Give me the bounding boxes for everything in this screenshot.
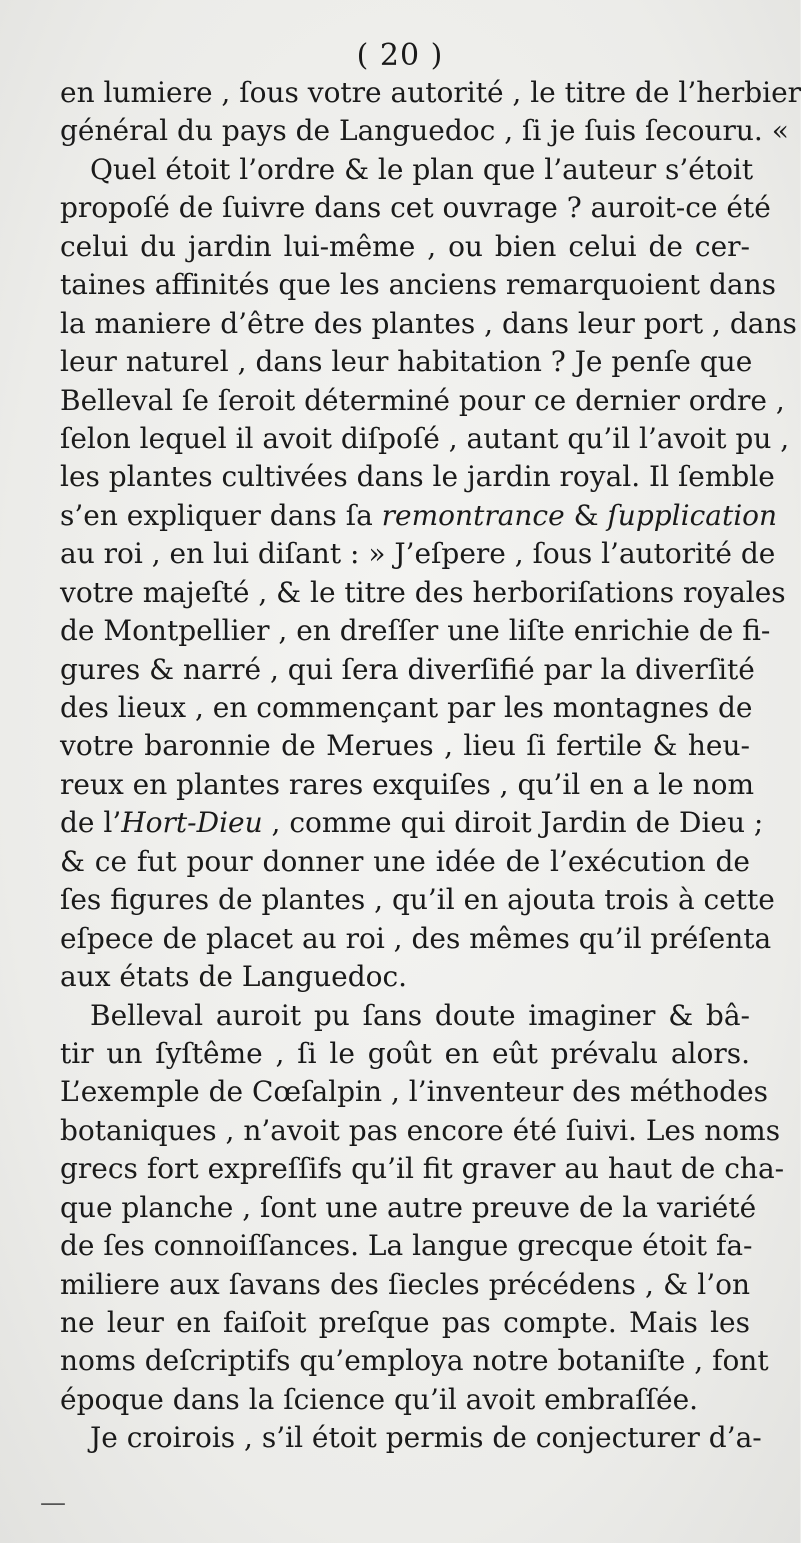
text-line: eſpece de placet au roi , des mêmes qu’il préſenta	[60, 921, 772, 955]
text-line: époque dans la ſcience qu’il avoit embraſſée.	[60, 1382, 699, 1416]
italic-text: Hort-Dieu	[121, 806, 263, 840]
text-line: taines affinités que les anciens remarquoient dans	[60, 268, 776, 302]
text-line: tir un ſyſtême , ſi le goût en eût prévalu alors.	[60, 1036, 750, 1070]
text-segment: , comme qui diroit Jardin de Dieu ;	[262, 806, 764, 840]
text-line: Belleval ſe ſeroit déterminé pour ce dernier ordre ,	[60, 383, 785, 417]
page-number: ( 20 )	[356, 38, 444, 73]
text-line: de ſes connoiſſances. La langue grecque étoit fa-	[60, 1229, 753, 1263]
text-line: ne leur en faiſoit preſque pas compte. Mais les	[60, 1306, 750, 1339]
text-line: général du pays de Languedoc , ſi je ſuis ſecouru. «	[60, 114, 789, 148]
text-line: noms deſcriptifs qu’employa notre botaniſte , font	[60, 1344, 769, 1378]
text-line: des lieux , en commençant par les montagnes de	[60, 691, 753, 724]
italic-text: ſupplication	[607, 498, 778, 532]
text-line	[60, 804, 764, 842]
text-line: Quel étoit l’ordre & le plan que l’auteur s’étoit	[90, 152, 754, 186]
text-segment: &	[564, 498, 608, 532]
text-line: que planche , ſont une autre preuve de la variété	[60, 1190, 757, 1224]
text-line: leur naturel , dans leur habitation ? Je penſe que	[60, 345, 753, 379]
text-line: la maniere d’être des plantes , dans leur port , dans	[60, 306, 797, 340]
text-line: ſelon lequel il avoit diſpoſé , autant qu’il l’avoit pu ,	[60, 421, 790, 455]
text-line: au roi , en lui diſant : » J’eſpere , ſous l’autorité de	[60, 537, 776, 571]
text-line: Je croirois , s’il étoit permis de conjecturer d’a-	[90, 1421, 762, 1455]
italic-text: remontrance	[381, 498, 565, 532]
text-line: grecs fort expreſſifs qu’il fit graver au haut de cha-	[60, 1152, 785, 1186]
text-line: votre majeſté , & le titre des herboriſations royales	[60, 575, 786, 609]
text-body	[60, 74, 801, 1458]
text-line: reux en plantes rares exquiſes , qu’il en a le nom	[60, 767, 755, 801]
text-segment: s’en expliquer dans ſa	[60, 498, 382, 532]
text-line: celui du jardin lui-même , ou bien celui de cer-	[60, 229, 750, 263]
text-line: de Montpellier , en dreſſer une liſte enrichie de fi-	[60, 614, 771, 648]
text-line: gures & narré , qui ſera diverſifié par la diverſité	[60, 652, 755, 686]
text-line: & ce fut pour donner une idée de l’exécution de	[60, 844, 750, 878]
text-line: L’exemple de Cœſalpin , l’inventeur des méthodes	[60, 1075, 769, 1109]
text-line: ſes figures de plantes , qu’il en ajouta trois à cette	[60, 883, 775, 917]
text-line: miliere aux ſavans des ſiecles précédens , & l’on	[60, 1267, 750, 1301]
text-line: votre baronnie de Merues , lieu ſi fertile & heu-	[60, 729, 750, 763]
text-line: aux états de Languedoc.	[60, 960, 408, 994]
text-line: en lumiere , ſous votre autorité , le titre de l’herbier	[60, 76, 801, 109]
text-line: botaniques , n’avoit pas encore été ſuivi. Les noms	[60, 1113, 781, 1147]
text-line	[60, 497, 778, 535]
text-line: Belleval auroit pu ſans doute imaginer & bâ-	[90, 998, 750, 1032]
text-segment: de l’	[60, 806, 122, 840]
margin-mark: —	[40, 1488, 66, 1518]
text-line: les plantes cultivées dans le jardin royal. Il ſemble	[60, 460, 775, 494]
text-line: propoſé de ſuivre dans cet ouvrage ? auroit-ce été	[60, 191, 771, 225]
